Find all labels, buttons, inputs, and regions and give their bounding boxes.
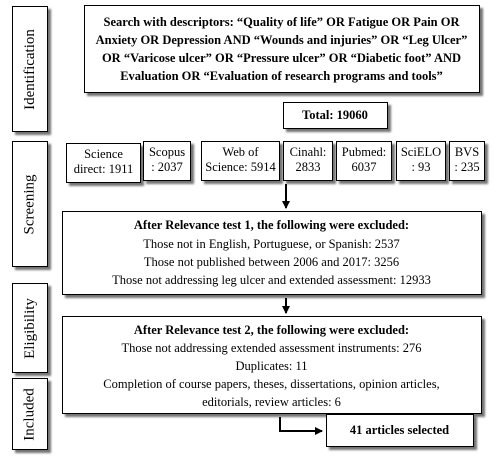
database-name: Cinahl: [289,145,327,159]
search-line-4: Evaluation OR “Evaluation of research programs and tools” [120,69,443,83]
database-count: 6037 [351,160,377,174]
relevance-test-2-line-3: Completion of course papers, theses, dissertations, opinion articles, [103,377,440,391]
stage-identification-label: Identification [21,28,38,110]
database-count: : 235 [454,160,480,174]
database-name: Pubmed: [341,145,387,159]
relevance-test-2-heading: After Relevance test 2, the following were excluded: [133,323,410,337]
relevance-test-2-line-2: Duplicates: 11 [235,359,308,373]
stage-included-label: Included [21,387,38,441]
database-count: 2833 [295,160,321,174]
database-count: direct: 1911 [73,162,134,176]
database-name: SciELO [400,145,442,159]
search-line-3: OR “Varicose ulcer” OR “Pressure ulcer” OR “Diabetic foot” AND [101,51,462,65]
search-line-1: Search with descriptors: “Quality of life” OR Fatigue OR Pain OR [103,15,460,29]
database-name: BVS [454,145,480,159]
result-label: 41 articles selected [349,423,450,437]
database-count: : 2037 [151,160,183,174]
database-name: Scopus [148,145,186,159]
search-line-2: Anxiety OR Depression AND “Wounds and injuries” OR “Leg Ulcer” [95,33,468,47]
relevance-test-2-line-1: Those not addressing extended assessment instruments: 276 [121,341,422,355]
arrow-relevance-2-to-result [280,417,322,431]
relevance-test-2-line-4: editorials, review articles: 6 [202,395,341,409]
relevance-test-1-line-3: Those not addressing leg ulcer and extended assessment: 12933 [112,273,431,287]
database-count: Science: 5914 [205,160,276,174]
total-label: Total: 19060 [302,108,368,122]
relevance-test-1-heading: After Relevance test 1, the following were excluded: [133,218,410,232]
relevance-test-1-line-2: Those not published between 2006 and 2017: 3256 [143,255,400,269]
stage-screening-label: Screening [21,174,38,234]
stage-eligibility-label: Eligibility [21,297,38,359]
database-count: : 93 [411,160,431,174]
database-name: Web of [222,145,259,159]
database-name: Science [84,147,123,161]
relevance-test-1-line-1: Those not in English, Portuguese, or Spanish: 2537 [143,237,400,251]
